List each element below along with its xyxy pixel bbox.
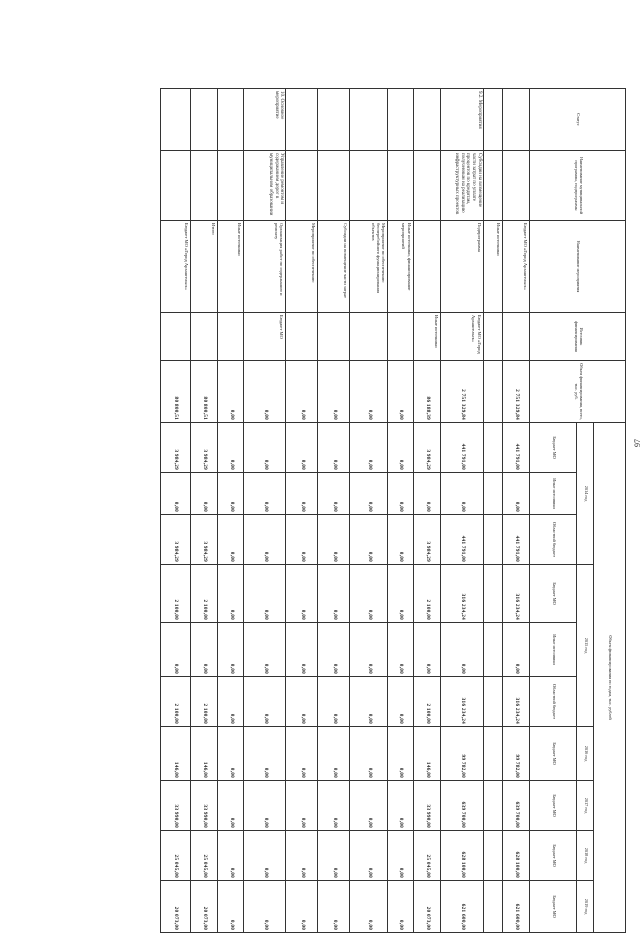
header-subcol: Областной бюджет: [530, 677, 577, 727]
row-funding: [483, 313, 502, 361]
header-year: 2018 год: [577, 831, 594, 881]
table-row: [161, 89, 191, 933]
row-year-value: 0,00: [243, 423, 285, 473]
header-year: 2014 год: [577, 423, 594, 565]
row-status: [413, 89, 441, 151]
row-year-value: 0,00: [388, 831, 413, 881]
table-row: [318, 89, 350, 933]
row-year-value: 0,00: [218, 781, 243, 831]
header-subcol: Бюджет МО: [530, 781, 577, 831]
row-year-value: 0,00: [190, 473, 218, 515]
header-year: 2015 год: [577, 565, 594, 727]
row-year-value: 0,00: [388, 623, 413, 677]
row-year-value: 33 990,00: [190, 781, 218, 831]
row-funding: Бюджет МО: [243, 313, 285, 361]
row-program: [318, 151, 350, 221]
row-year-value: 0,00: [388, 727, 413, 781]
header-funding: Источник финансирования: [530, 313, 626, 361]
row-year-value: 0,00: [243, 781, 285, 831]
row-event: [413, 221, 441, 313]
row-year-value: 0,00: [218, 565, 243, 623]
row-year-value: 316 234,24: [441, 565, 483, 623]
row-year-value: 33 990,00: [161, 781, 191, 831]
row-year-value: 0,00: [286, 831, 318, 881]
row-funding: [350, 313, 388, 361]
row-year-value: 0,00: [218, 623, 243, 677]
row-funding: [388, 313, 413, 361]
header-status: Статус: [530, 89, 626, 151]
row-event: Иные источники: [218, 221, 243, 313]
row-total-value: 80 800,51: [161, 361, 191, 423]
row-program: Субсидии на возмещение части затрат по уплате процентов по кредитам, полученным на реализацию инфраструктурных проектов: [441, 151, 483, 221]
row-funding: [161, 313, 191, 361]
row-program: [483, 151, 502, 221]
row-year-value: 0,00: [161, 473, 191, 515]
row-year-value: 0,00: [413, 623, 441, 677]
row-year-value: 3 984,29: [190, 515, 218, 565]
row-status: [190, 89, 218, 151]
row-year-value: 0,00: [218, 881, 243, 933]
table-row: [441, 89, 483, 933]
row-year-value: 316 234,24: [502, 565, 530, 623]
row-year-value: [483, 727, 502, 781]
row-status: [502, 89, 530, 151]
table-row: [413, 89, 441, 933]
row-year-value: 0,00: [388, 565, 413, 623]
row-year-value: 0,00: [218, 677, 243, 727]
row-total-value: 2 751 329,84: [502, 361, 530, 423]
row-year-value: 20 073,00: [161, 881, 191, 933]
row-status: [286, 89, 318, 151]
row-year-value: 0,00: [502, 473, 530, 515]
row-year-value: 0,00: [318, 781, 350, 831]
header-subcol: Иные источники: [530, 623, 577, 677]
row-year-value: [483, 623, 502, 677]
row-program: [190, 151, 218, 221]
row-year-value: 0,00: [286, 473, 318, 515]
header-year: 2016 год: [577, 727, 594, 781]
table-row: [483, 89, 502, 933]
row-year-value: 0,00: [218, 423, 243, 473]
row-year-value: [483, 831, 502, 881]
row-year-value: 0,00: [350, 423, 388, 473]
row-event: Мероприятие по обеспечению: [286, 221, 318, 313]
row-program: [286, 151, 318, 221]
row-year-value: 2 100,00: [161, 565, 191, 623]
row-funding: Бюджет МО «Город Архангельск»: [441, 313, 483, 361]
row-year-value: 3 984,29: [413, 423, 441, 473]
row-year-value: [483, 473, 502, 515]
row-status: [318, 89, 350, 151]
row-year-value: 0,00: [286, 881, 318, 933]
row-year-value: 0,00: [243, 623, 285, 677]
row-event: Бюджет МО «Город Архангельск»: [161, 221, 191, 313]
row-year-value: 441 791,00: [502, 423, 530, 473]
row-total-value: 86 188,39: [413, 361, 441, 423]
row-year-value: 146,00: [413, 727, 441, 781]
row-year-value: [483, 423, 502, 473]
row-year-value: 0,00: [190, 623, 218, 677]
row-total-value: 2 751 329,84: [441, 361, 483, 423]
row-year-value: 639 700,00: [502, 781, 530, 831]
row-year-value: 0,00: [243, 515, 285, 565]
row-year-value: 0,00: [218, 727, 243, 781]
row-year-value: 0,00: [413, 473, 441, 515]
row-program: [161, 151, 191, 221]
row-year-value: 0,00: [350, 881, 388, 933]
row-year-value: 0,00: [318, 727, 350, 781]
header-subcol: Иные источники: [530, 473, 577, 515]
row-status: 9.2. Мероприятия: [441, 89, 483, 151]
header-subcol: Бюджет МО: [530, 565, 577, 623]
row-year-value: 0,00: [350, 473, 388, 515]
row-year-value: 0,00: [286, 423, 318, 473]
header-row: [594, 89, 626, 933]
row-year-value: 25 045,00: [190, 831, 218, 881]
row-year-value: 20 073,00: [413, 881, 441, 933]
row-year-value: [483, 565, 502, 623]
row-event: Итого: [190, 221, 218, 313]
row-year-value: 621 600,00: [441, 881, 483, 933]
row-funding: [286, 313, 318, 361]
row-year-value: 0,00: [243, 473, 285, 515]
row-year-value: 316 234,24: [441, 677, 483, 727]
header-subcol: Бюджет МО: [530, 881, 577, 933]
row-status: 10. Основное мероприятие: [243, 89, 285, 151]
row-year-value: 0,00: [218, 831, 243, 881]
row-year-value: 628 100,00: [441, 831, 483, 881]
row-total-value: 0,00: [243, 361, 285, 423]
row-year-value: 0,00: [286, 727, 318, 781]
row-year-value: 0,00: [388, 677, 413, 727]
row-funding: [318, 313, 350, 361]
row-year-value: [483, 677, 502, 727]
row-year-value: 146,00: [161, 727, 191, 781]
row-year-value: 25 045,00: [161, 831, 191, 881]
row-year-value: 0,00: [350, 565, 388, 623]
row-year-value: 0,00: [388, 781, 413, 831]
row-year-value: 441 791,00: [441, 515, 483, 565]
row-year-value: 316 234,24: [502, 677, 530, 727]
header-volume-caption: Объем финансирования по годам, тыс. рублей: [594, 423, 626, 933]
row-year-value: 0,00: [318, 565, 350, 623]
row-year-value: 146,00: [190, 727, 218, 781]
row-total-value: 0,00: [388, 361, 413, 423]
row-event: Организация работ по содержанию и ремонту: [243, 221, 285, 313]
row-year-value: 0,00: [441, 473, 483, 515]
row-program: [350, 151, 388, 221]
row-year-value: 0,00: [388, 473, 413, 515]
header-subcol: Бюджет МО: [530, 727, 577, 781]
row-year-value: 2 100,00: [413, 677, 441, 727]
row-year-value: 20 073,00: [190, 881, 218, 933]
row-program: [218, 151, 243, 221]
row-funding: [190, 313, 218, 361]
row-year-value: 0,00: [388, 881, 413, 933]
row-year-value: 0,00: [388, 423, 413, 473]
row-year-value: 0,00: [318, 881, 350, 933]
row-status: [350, 89, 388, 151]
row-year-value: 0,00: [318, 473, 350, 515]
row-program: [413, 151, 441, 221]
table-row: [218, 89, 243, 933]
row-event: Бюджет МО «Город Архангельск»: [502, 221, 530, 313]
header-total: Объем финансирования, всего, тыс. руб.: [530, 361, 626, 423]
row-year-value: 0,00: [318, 423, 350, 473]
row-year-value: 3 984,29: [161, 515, 191, 565]
header-year: 2017 год: [577, 781, 594, 831]
row-year-value: 0,00: [243, 727, 285, 781]
row-total-value: 0,00: [286, 361, 318, 423]
row-event: Мероприятие по обеспечению бесперебойного функционирования объектов: [350, 221, 388, 313]
row-status: [218, 89, 243, 151]
row-year-value: 2 100,00: [190, 565, 218, 623]
row-year-value: 628 100,00: [502, 831, 530, 881]
row-funding: [218, 313, 243, 361]
table-row: [502, 89, 530, 933]
row-program: [502, 151, 530, 221]
row-year-value: 0,00: [350, 623, 388, 677]
row-year-value: 3 984,29: [413, 515, 441, 565]
budget-table: [160, 88, 626, 933]
header-year: 2019 год: [577, 881, 594, 933]
row-year-value: 0,00: [350, 515, 388, 565]
header-event: Наименование мероприятия: [530, 221, 626, 313]
row-year-value: 441 791,00: [441, 423, 483, 473]
row-year-value: 99 782,00: [502, 727, 530, 781]
row-year-value: 0,00: [243, 881, 285, 933]
row-event: Иные источники: [483, 221, 502, 313]
row-year-value: 0,00: [218, 473, 243, 515]
header-subcol: Бюджет МО: [530, 831, 577, 881]
table-row: [350, 89, 388, 933]
row-year-value: 0,00: [286, 515, 318, 565]
row-total-value: [483, 361, 502, 423]
table-row: [388, 89, 413, 933]
row-year-value: 0,00: [318, 515, 350, 565]
row-status: [483, 89, 502, 151]
row-event: Иные источники, финансирование мероприятий: [388, 221, 413, 313]
row-year-value: 0,00: [286, 781, 318, 831]
row-funding: Иные источники: [413, 313, 441, 361]
row-year-value: 0,00: [318, 623, 350, 677]
row-year-value: 0,00: [218, 515, 243, 565]
row-year-value: 0,00: [243, 677, 285, 727]
table-row: [243, 89, 285, 933]
row-funding: [502, 313, 530, 361]
row-event: Субсидии на возмещение части затрат: [318, 221, 350, 313]
row-year-value: 0,00: [441, 623, 483, 677]
row-year-value: 2 100,00: [413, 565, 441, 623]
header-subcol: Бюджет МО: [530, 423, 577, 473]
row-year-value: 441 791,00: [502, 515, 530, 565]
row-year-value: [483, 881, 502, 933]
row-year-value: 0,00: [243, 831, 285, 881]
row-program: [388, 151, 413, 221]
header-program: Наименование муниципальной программы, подпрограммы: [530, 151, 626, 221]
row-year-value: 33 990,00: [413, 781, 441, 831]
row-year-value: 2 100,00: [161, 677, 191, 727]
row-event: Подпрограмма: [441, 221, 483, 313]
row-year-value: 0,00: [318, 677, 350, 727]
row-total-value: 0,00: [350, 361, 388, 423]
row-year-value: 2 100,00: [190, 677, 218, 727]
row-year-value: 0,00: [286, 565, 318, 623]
row-year-value: 99 782,00: [441, 727, 483, 781]
row-year-value: 3 984,29: [190, 423, 218, 473]
row-year-value: 639 700,00: [441, 781, 483, 831]
row-year-value: [483, 515, 502, 565]
row-total-value: 80 800,51: [190, 361, 218, 423]
row-year-value: 0,00: [350, 727, 388, 781]
row-year-value: 0,00: [350, 781, 388, 831]
row-year-value: 3 984,29: [161, 423, 191, 473]
table-row: [190, 89, 218, 933]
row-program: Управление ремонтом и содержанием дорог в муниципальном образовании: [243, 151, 285, 221]
row-status: [161, 89, 191, 151]
table-row: [286, 89, 318, 933]
row-year-value: 0,00: [286, 623, 318, 677]
row-year-value: 25 045,00: [413, 831, 441, 881]
row-year-value: 0,00: [161, 623, 191, 677]
row-status: [388, 89, 413, 151]
row-year-value: 0,00: [350, 677, 388, 727]
row-total-value: 0,00: [218, 361, 243, 423]
row-year-value: 0,00: [502, 623, 530, 677]
row-total-value: 0,00: [318, 361, 350, 423]
row-year-value: [483, 781, 502, 831]
header-subcol: Областной бюджет: [530, 515, 577, 565]
row-year-value: 621 600,00: [502, 881, 530, 933]
row-year-value: 0,00: [318, 831, 350, 881]
row-year-value: 0,00: [350, 831, 388, 881]
row-year-value: 0,00: [243, 565, 285, 623]
page-number: 97: [633, 439, 642, 447]
row-year-value: 0,00: [388, 515, 413, 565]
row-year-value: 0,00: [286, 677, 318, 727]
